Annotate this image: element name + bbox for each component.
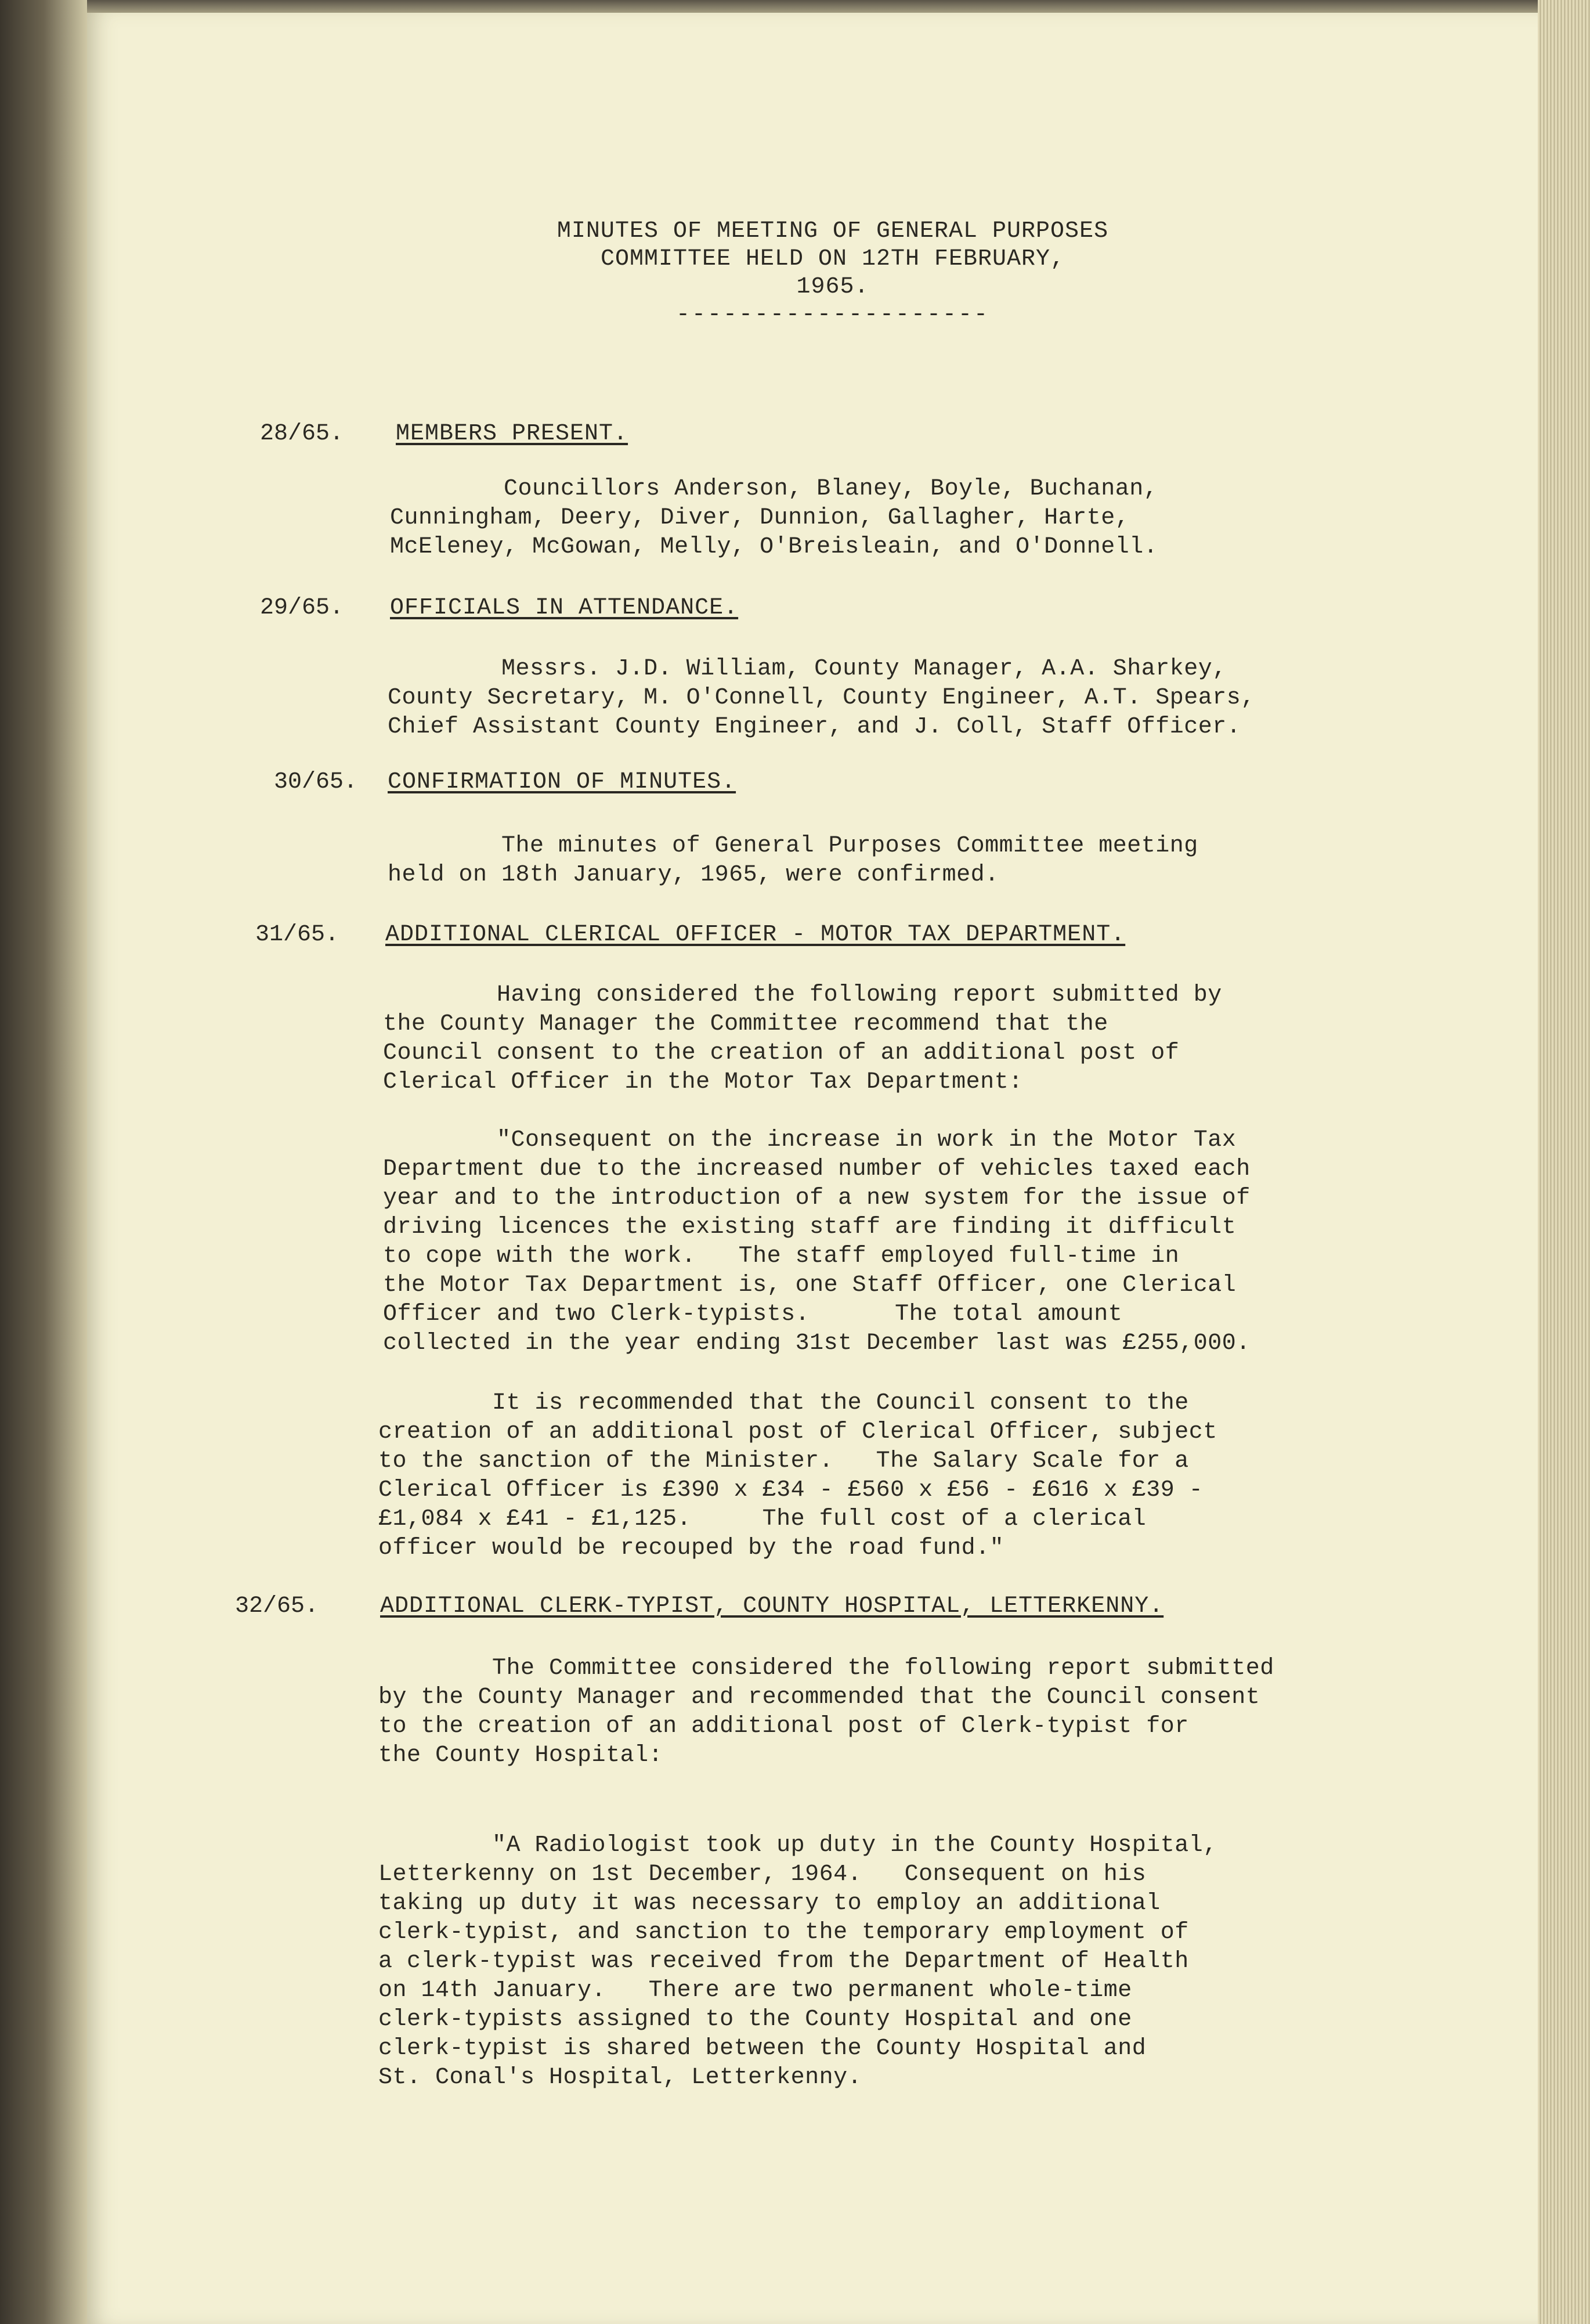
item-number: 29/65. — [260, 595, 344, 621]
item-title: MEMBERS PRESENT. — [396, 421, 628, 447]
item-title: ADDITIONAL CLERICAL OFFICER - MOTOR TAX DEPARTMENT. — [385, 922, 1126, 948]
item-paragraph: Having considered the following report submitted by the County Manager the Committee recommend that the Council consent to the creation of an additional post of Clerical Officer in the Motor Tax Department: — [383, 982, 1222, 1095]
heading-line-3: 1965. — [796, 274, 869, 300]
item-paragraph: Councillors Anderson, Blaney, Boyle, Buchanan, Cunningham, Deery, Diver, Dunnion, Gallagher, Harte, McEleney, McGowan, Melly, O'Breisleain, and O'Donnell. — [390, 476, 1158, 560]
item-paragraph: "Consequent on the increase in work in the Motor Tax Department due to the increased number of vehicles taxed each year and to the introduction of a new system for the issue of driving licences the existing staff are finding it difficult to cope with the work. The staff employed full-time in the Motor Tax Department is, one Staff Officer, one Clerical Officer and two Clerk-typists. The total amount collected in the year ending 31st December last was £255,000. — [383, 1127, 1251, 1356]
item-paragraph: The minutes of General Purposes Committee meeting held on 18th January, 1965, were confirmed. — [388, 833, 1198, 888]
heading-rule: -------------------- — [675, 302, 990, 328]
item-title: ADDITIONAL CLERK-TYPIST, COUNTY HOSPITAL, LETTERKENNY. — [380, 1593, 1164, 1619]
item-number: 28/65. — [260, 421, 344, 447]
item-paragraph: "A Radiologist took up duty in the County Hospital, Letterkenny on 1st December, 1964. Consequent on his taking up duty it was necessary to employ an additional clerk-typist, and sanction to the temporary employment of a clerk-typist was received from the Department of Health on 14th January. There are two permanent whole-time clerk-typists assigned to the County Hospital and one clerk-typist is shared between the County Hospital and St. Conal's Hospital, Letterkenny. — [378, 1832, 1217, 2091]
book-page-edges — [1538, 0, 1590, 2324]
item-paragraph: Messrs. J.D. William, County Manager, A.A. Sharkey, County Secretary, M. O'Connell, County Engineer, A.T. Spears, Chief Assistant County Engineer, and J. Coll, Staff Officer. — [388, 656, 1255, 740]
item-number: 31/65. — [255, 922, 339, 948]
item-paragraph: It is recommended that the Council consent to the creation of an additional post of Clerical Officer, subject to the sanction of the Minister. The Salary Scale for a Clerical Officer is £390 x £34 - £560 x £56 - £616 x £39 - £1,084 x £41 - £1,125. The full cost of a clerical officer would be recouped by the road fund." — [378, 1390, 1217, 1561]
heading-line-2: COMMITTEE HELD ON 12TH FEBRUARY, — [600, 246, 1065, 272]
item-title: CONFIRMATION OF MINUTES. — [388, 769, 736, 795]
heading-line-1: MINUTES OF MEETING OF GENERAL PURPOSES — [556, 218, 1109, 244]
item-number: 32/65. — [235, 1593, 319, 1619]
item-title: OFFICIALS IN ATTENDANCE. — [390, 595, 739, 621]
book-gutter — [0, 0, 87, 2324]
item-paragraph: The Committee considered the following report submitted by the County Manager and recommended that the Council consent to the creation of an additional post of Clerk-typist for the County Hospital: — [378, 1655, 1274, 1769]
document-heading — [441, 218, 1224, 329]
item-number: 30/65. — [274, 769, 358, 795]
page-top-shadow — [87, 0, 1538, 13]
